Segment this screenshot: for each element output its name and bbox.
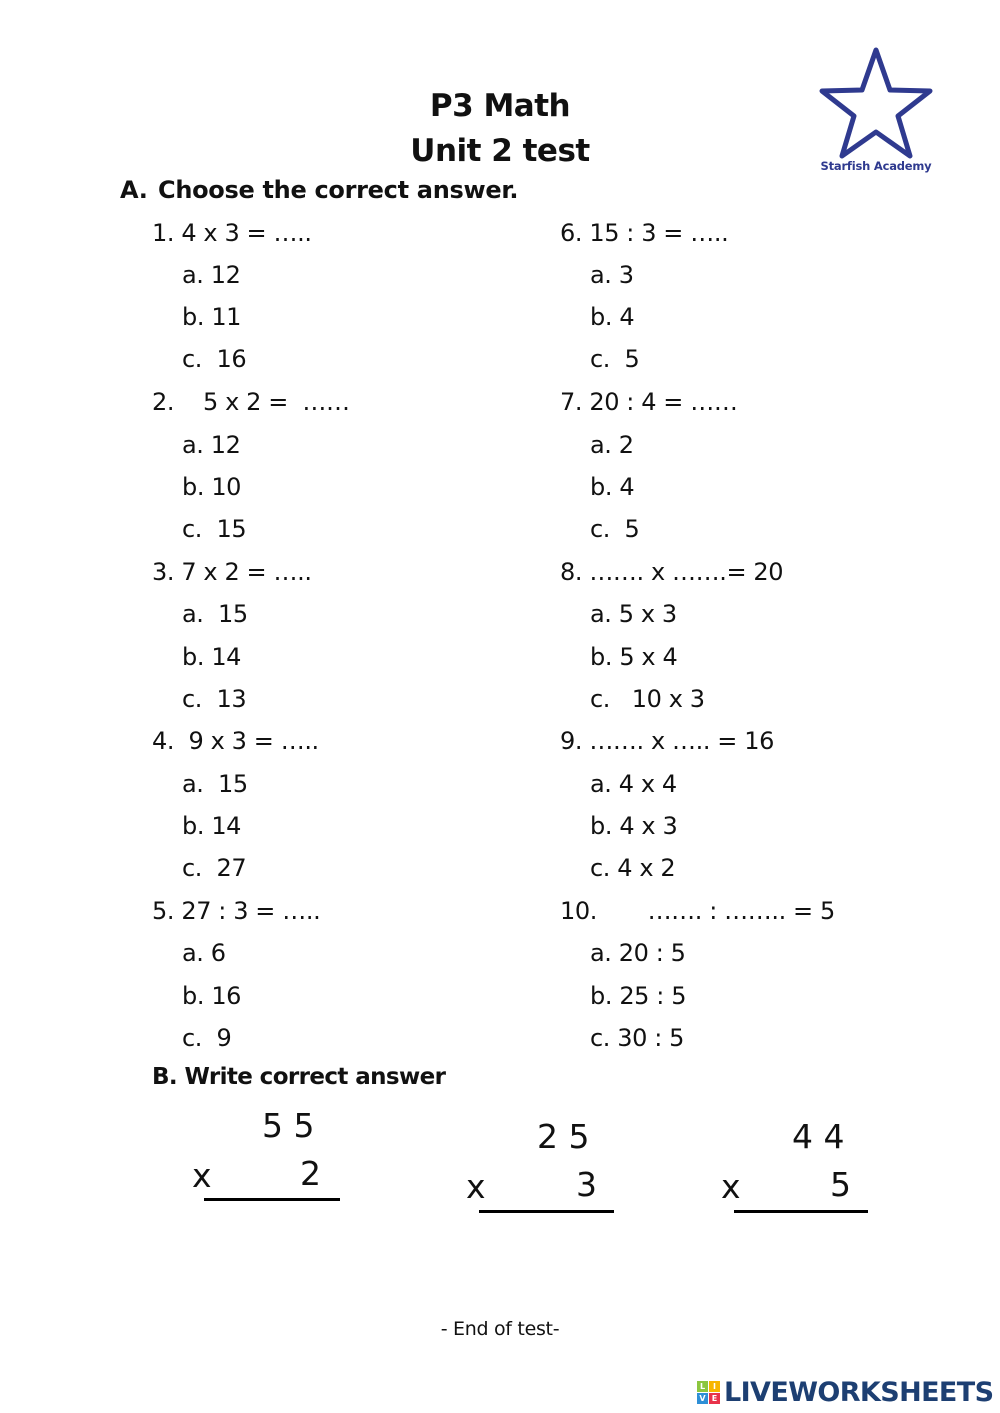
- section-a-title: Choose the correct answer.: [158, 176, 519, 204]
- question-7-option-b[interactable]: b. 4: [590, 473, 635, 501]
- question-1: 1. 4 x 3 = …..: [152, 219, 312, 247]
- page-title: P3 Math: [429, 88, 571, 124]
- problem-2-top-number: 2 5: [537, 1117, 590, 1156]
- question-10-option-b[interactable]: b. 25 : 5: [590, 982, 687, 1010]
- question-2-option-c[interactable]: c. 15: [182, 515, 247, 543]
- problem-1-operator: x: [192, 1156, 212, 1195]
- question-5-option-c[interactable]: c. 9: [182, 1024, 232, 1052]
- section-b-heading: B. Write correct answer: [152, 1064, 446, 1090]
- question-4-option-b[interactable]: b. 14: [182, 812, 242, 840]
- section-a-heading: [120, 176, 518, 204]
- problem-2-answer-line[interactable]: [479, 1210, 614, 1213]
- star-outline-icon: [818, 44, 934, 162]
- page-subtitle: Unit 2 test: [410, 133, 590, 169]
- question-8-option-c[interactable]: c. 10 x 3: [590, 685, 705, 713]
- logo-text: Starfish Academy: [820, 159, 932, 173]
- problem-3-answer-line[interactable]: [734, 1210, 868, 1213]
- question-7-option-c[interactable]: c. 5: [590, 515, 640, 543]
- question-5-option-b[interactable]: b. 16: [182, 982, 242, 1010]
- problem-3-top-number: 4 4: [792, 1117, 845, 1156]
- question-7-option-a[interactable]: a. 2: [590, 431, 634, 459]
- question-10: 10. ……. : …….. = 5: [560, 897, 835, 925]
- question-5-option-a[interactable]: a. 6: [182, 939, 226, 967]
- problem-1-top-number: 5 5: [262, 1106, 315, 1145]
- problem-3-bottom-number: 5: [830, 1165, 851, 1204]
- question-1-option-b[interactable]: b. 11: [182, 303, 242, 331]
- problem-1-bottom-number: 2: [300, 1154, 321, 1193]
- watermark-text: LIVEWORKSHEETS: [724, 1376, 994, 1408]
- question-6: 6. 15 : 3 = …..: [560, 219, 729, 247]
- question-3-option-a[interactable]: a. 15: [182, 600, 248, 628]
- question-9: 9. ……. x ….. = 16: [560, 727, 774, 755]
- question-9-option-c[interactable]: c. 4 x 2: [590, 854, 676, 882]
- question-4: 4. 9 x 3 = …..: [152, 727, 319, 755]
- problem-1-answer-line[interactable]: [204, 1198, 340, 1201]
- question-2-option-a[interactable]: a. 12: [182, 431, 241, 459]
- question-1-option-a[interactable]: a. 12: [182, 261, 241, 289]
- question-3: 3. 7 x 2 = …..: [152, 558, 312, 586]
- end-of-test-text: - End of test-: [440, 1318, 560, 1340]
- question-10-option-c[interactable]: c. 30 : 5: [590, 1024, 685, 1052]
- question-8-option-b[interactable]: b. 5 x 4: [590, 643, 678, 671]
- question-4-option-a[interactable]: a. 15: [182, 770, 248, 798]
- school-logo: [812, 44, 940, 184]
- question-6-option-a[interactable]: a. 3: [590, 261, 634, 289]
- question-3-option-b[interactable]: b. 14: [182, 643, 242, 671]
- question-4-option-c[interactable]: c. 27: [182, 854, 247, 882]
- section-a-letter: A.: [120, 176, 148, 204]
- question-1-option-c[interactable]: c. 16: [182, 345, 247, 373]
- question-2: 2. 5 x 2 = ……: [152, 388, 350, 416]
- live-badge-icon: L I V E: [697, 1381, 720, 1404]
- question-3-option-c[interactable]: c. 13: [182, 685, 247, 713]
- problem-2-operator: x: [466, 1167, 486, 1206]
- question-8: 8. ……. x …….= 20: [560, 558, 784, 586]
- question-2-option-b[interactable]: b. 10: [182, 473, 242, 501]
- question-9-option-a[interactable]: a. 4 x 4: [590, 770, 677, 798]
- question-7: 7. 20 : 4 = ……: [560, 388, 738, 416]
- question-6-option-c[interactable]: c. 5: [590, 345, 640, 373]
- question-8-option-a[interactable]: a. 5 x 3: [590, 600, 677, 628]
- question-9-option-b[interactable]: b. 4 x 3: [590, 812, 678, 840]
- problem-3-operator: x: [721, 1167, 741, 1206]
- liveworksheets-watermark: [697, 1376, 993, 1408]
- question-10-option-a[interactable]: a. 20 : 5: [590, 939, 686, 967]
- problem-2-bottom-number: 3: [576, 1165, 597, 1204]
- question-6-option-b[interactable]: b. 4: [590, 303, 635, 331]
- question-5: 5. 27 : 3 = …..: [152, 897, 321, 925]
